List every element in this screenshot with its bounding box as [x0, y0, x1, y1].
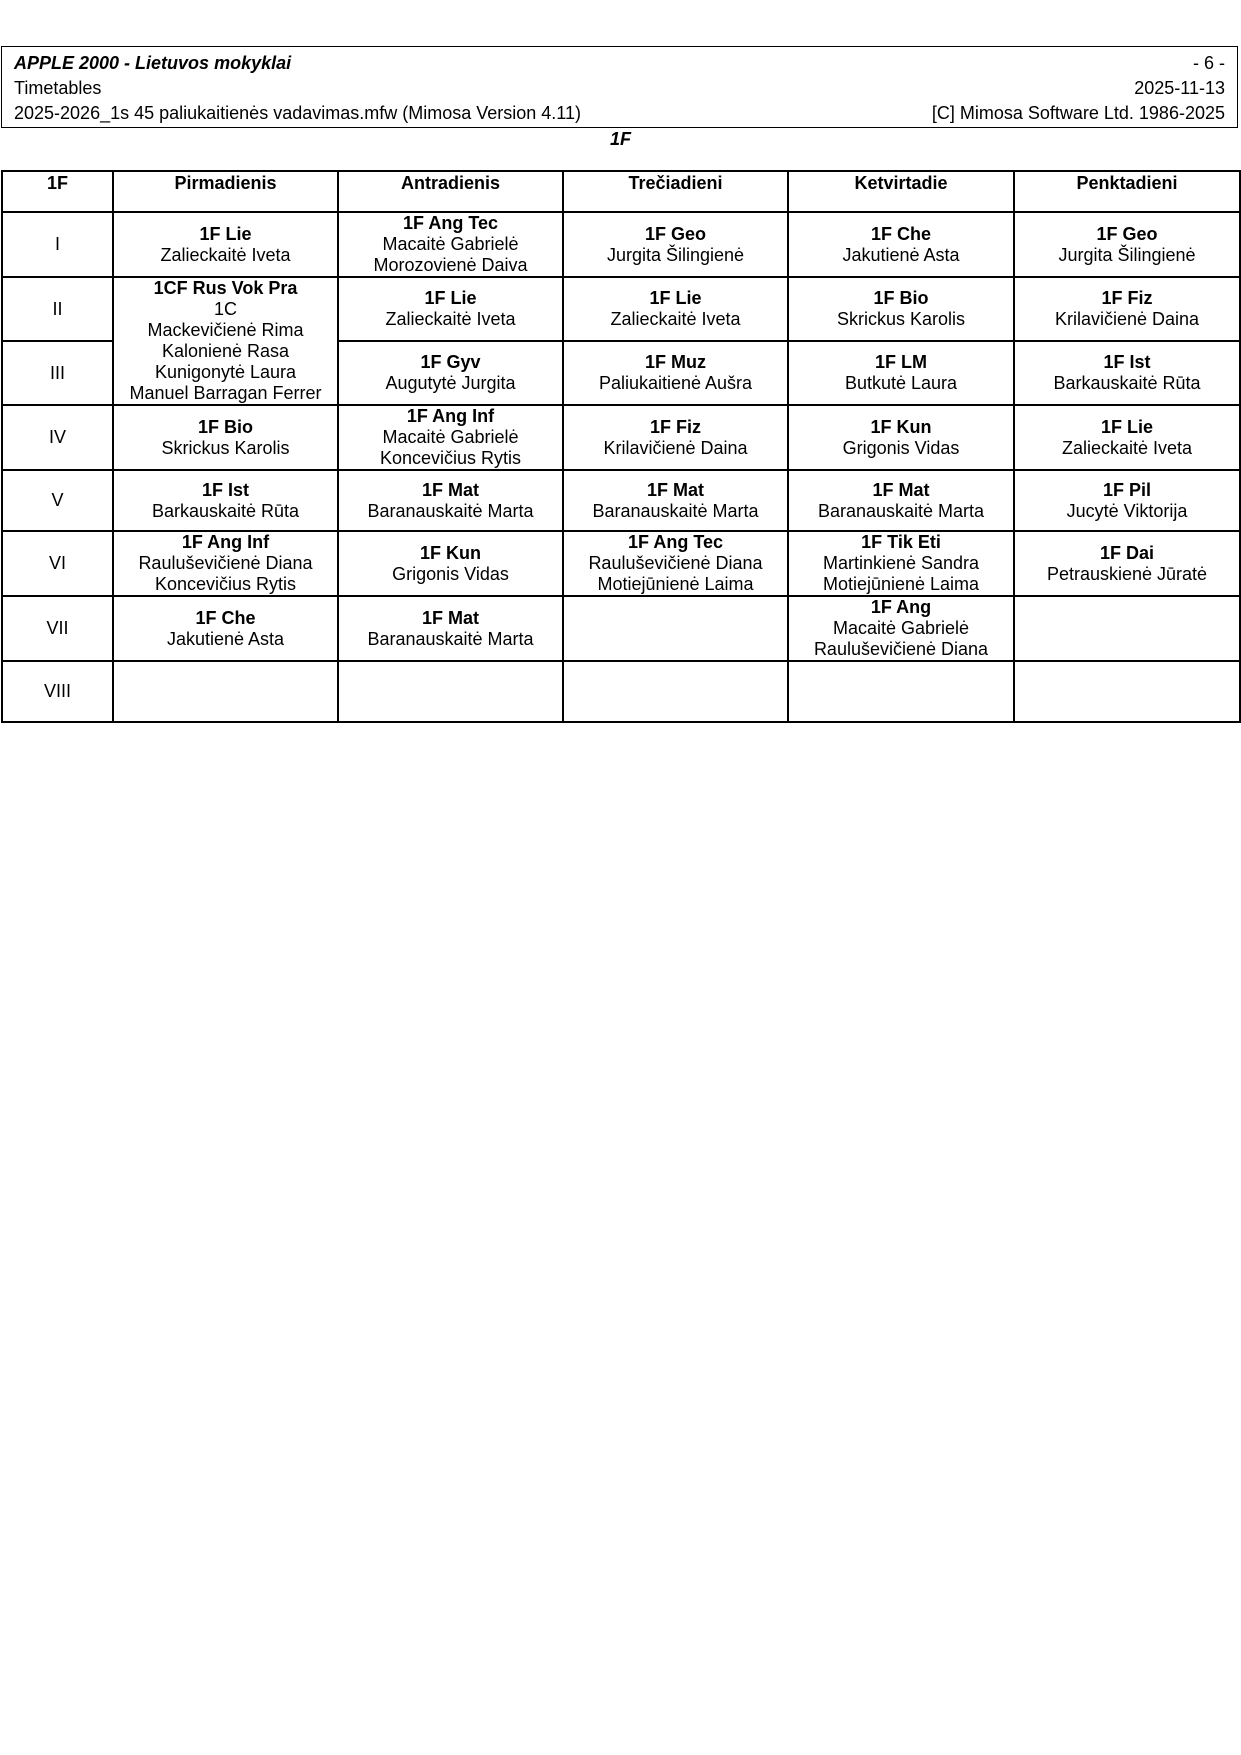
lesson-detail: Koncevičius Rytis	[379, 448, 522, 468]
lesson-detail: Zalieckaitė Iveta	[385, 309, 516, 329]
report-type: Timetables	[14, 78, 102, 98]
lesson-detail: Jurgita Šilingienė	[606, 244, 745, 265]
lesson-detail: Petrauskienė Jūratė	[1046, 563, 1208, 584]
lesson-detail: Skrickus Karolis	[161, 437, 290, 458]
lesson-detail: Jucytė Viktorija	[1066, 500, 1188, 521]
lesson-detail: Koncevičius Rytis	[154, 574, 297, 594]
lesson-cell-wednesday	[563, 212, 788, 277]
lesson-cell-friday	[1014, 470, 1240, 531]
lesson-cell-wednesday	[563, 470, 788, 531]
lesson-subject: 1F Bio	[873, 288, 929, 308]
day-header-wednesday: Trečiadieni	[563, 171, 788, 212]
lesson-subject: 1F Mat	[421, 607, 479, 628]
lesson-detail: Jakutienė Asta	[166, 628, 285, 649]
day-header-friday: Penktadieni	[1014, 171, 1240, 212]
table-row	[2, 531, 1240, 596]
page-number: - 6 -	[1192, 53, 1225, 73]
lesson-detail: Rauluševičienė Diana	[813, 639, 989, 659]
lesson-detail: Rauluševičienė Diana	[588, 553, 763, 573]
lesson-detail: Zalieckaitė Iveta	[160, 244, 291, 265]
lesson-cell-thursday	[788, 470, 1014, 531]
lesson-subject: 1F Che	[870, 223, 931, 244]
period-label: VII	[2, 596, 113, 661]
table-row	[2, 470, 1240, 531]
lesson-subject: 1F Dai	[1099, 542, 1155, 563]
table-row	[2, 596, 1240, 661]
lesson-subject: 1F Ang Inf	[406, 406, 495, 426]
lesson-detail: Grigonis Vidas	[842, 437, 960, 458]
timetable-header-row	[2, 171, 1240, 212]
lesson-detail: Krilavičienė Daina	[1054, 309, 1200, 329]
lesson-detail: Kunigonytė Laura	[154, 362, 297, 382]
class-title: 1F	[609, 129, 631, 149]
table-row	[2, 661, 1240, 722]
lesson-cell-tuesday	[338, 277, 563, 341]
lesson-subject: 1F Fiz	[649, 416, 701, 437]
lesson-detail: 1C	[213, 299, 237, 319]
lesson-subject: 1F Kun	[870, 416, 932, 437]
lesson-detail: Skrickus Karolis	[836, 309, 966, 329]
lesson-cell-monday	[113, 596, 338, 661]
period-label: II	[2, 277, 113, 341]
period-label: III	[2, 341, 113, 405]
lesson-subject: 1F Ang Inf	[181, 532, 270, 552]
lesson-subject: 1F Tik Eti	[861, 532, 941, 552]
lesson-cell-thursday	[788, 596, 1014, 661]
lesson-cell-friday	[1014, 661, 1240, 722]
lesson-detail: Baranauskaitė Marta	[592, 500, 759, 521]
table-row	[2, 212, 1240, 277]
lesson-cell-wednesday	[563, 277, 788, 341]
lesson-cell-wednesday	[563, 405, 788, 470]
lesson-cell-thursday	[788, 661, 1014, 722]
lesson-detail: Martinkienė Sandra	[822, 553, 980, 573]
lesson-cell-tuesday	[338, 405, 563, 470]
lesson-detail: Manuel Barragan Ferrer	[129, 383, 322, 403]
lesson-cell-thursday	[788, 531, 1014, 596]
lesson-cell-monday	[113, 212, 338, 277]
lesson-subject: 1F Mat	[646, 479, 704, 500]
lesson-cell-thursday	[788, 405, 1014, 470]
header-row-2	[14, 76, 1225, 100]
lesson-detail: Butkutė Laura	[844, 373, 958, 393]
lesson-cell-friday	[1014, 531, 1240, 596]
lesson-subject: 1CF Rus Vok Pra	[153, 278, 298, 298]
lesson-cell-tuesday	[338, 341, 563, 405]
copyright: [C] Mimosa Software Ltd. 1986-2025	[931, 103, 1225, 123]
lesson-detail: Macaitė Gabrielė	[832, 618, 970, 638]
lesson-cell-tuesday	[338, 661, 563, 722]
lesson-detail: Motiejūnienė Laima	[597, 574, 754, 594]
lesson-cell-wednesday	[563, 531, 788, 596]
period-label: VI	[2, 531, 113, 596]
period-label: I	[2, 212, 113, 277]
lesson-cell-tuesday	[338, 531, 563, 596]
lesson-cell-tuesday	[338, 596, 563, 661]
lesson-subject: 1F Mat	[421, 479, 479, 500]
lesson-subject: 1F Geo	[644, 223, 706, 244]
lesson-subject: 1F Ang	[870, 597, 932, 617]
period-label: V	[2, 470, 113, 531]
lesson-subject: 1F Ang Tec	[402, 213, 498, 233]
lesson-detail: Barkauskaitė Rūta	[1053, 373, 1201, 393]
lesson-detail: Motiejūnienė Laima	[822, 574, 980, 594]
lesson-cell-monday	[113, 277, 338, 405]
day-header-tuesday: Antradienis	[338, 171, 563, 212]
lesson-detail: Macaitė Gabrielė	[382, 234, 519, 254]
lesson-detail: Kalonienė Rasa	[161, 341, 290, 361]
lesson-detail: Grigonis Vidas	[392, 563, 509, 584]
app-title: APPLE 2000 - Lietuvos mokyklai	[14, 53, 292, 73]
lesson-subject: 1F Ang Tec	[627, 532, 723, 552]
timetable	[1, 170, 1241, 723]
lesson-detail: Morozovienė Daiva	[373, 255, 528, 275]
lesson-detail: Mackevičienė Rima	[147, 320, 304, 340]
lesson-subject: 1F Fiz	[1101, 288, 1153, 308]
lesson-cell-monday	[113, 470, 338, 531]
header-row-1	[14, 51, 1225, 75]
lesson-detail: Jurgita Šilingienė	[1058, 244, 1196, 265]
lesson-subject: 1F Bio	[197, 416, 253, 437]
lesson-cell-tuesday	[338, 212, 563, 277]
report-date: 2025-11-13	[1134, 78, 1225, 98]
lesson-detail: Paliukaitienė Aušra	[598, 373, 753, 393]
lesson-subject: 1F Lie	[1100, 416, 1153, 437]
lesson-cell-wednesday	[563, 341, 788, 405]
lesson-subject: 1F Che	[195, 607, 256, 628]
lesson-cell-monday	[113, 531, 338, 596]
lesson-detail: Barkauskaitė Rūta	[151, 500, 300, 521]
lesson-subject: 1F Ist	[201, 479, 249, 500]
lesson-detail: Zalieckaitė Iveta	[1061, 437, 1193, 458]
lesson-subject: 1F Pil	[1102, 479, 1151, 500]
lesson-subject: 1F Ist	[1103, 352, 1151, 372]
lesson-subject: 1F Lie	[424, 288, 477, 308]
lesson-cell-monday	[113, 661, 338, 722]
lesson-cell-friday	[1014, 277, 1240, 341]
report-header	[1, 46, 1238, 128]
lesson-detail: Rauluševičienė Diana	[138, 553, 313, 573]
table-row	[2, 277, 1240, 341]
lesson-cell-thursday	[788, 341, 1014, 405]
lesson-cell-friday	[1014, 212, 1240, 277]
lesson-detail: Krilavičienė Daina	[603, 437, 748, 458]
lesson-detail: Baranauskaitė Marta	[367, 500, 534, 521]
period-label: IV	[2, 405, 113, 470]
lesson-subject: 1F Lie	[649, 288, 702, 308]
header-row-3	[14, 101, 1225, 125]
lesson-cell-thursday	[788, 277, 1014, 341]
timetable-body	[2, 212, 1240, 722]
lesson-subject: 1F LM	[875, 352, 927, 372]
file-info: 2025-2026_1s 45 paliukaitienės vadavimas.mfw (Mimosa Version 4.11)	[14, 103, 581, 123]
lesson-subject: 1F Geo	[1096, 223, 1158, 244]
lesson-subject: 1F Muz	[645, 352, 706, 372]
lesson-subject: 1F Gyv	[420, 352, 481, 372]
lesson-subject: 1F Mat	[872, 479, 930, 500]
day-header-thursday: Ketvirtadie	[788, 171, 1014, 212]
lesson-cell-tuesday	[338, 470, 563, 531]
lesson-subject: 1F Lie	[199, 223, 252, 244]
lesson-detail: Baranauskaitė Marta	[817, 500, 985, 521]
corner-class-label: 1F	[2, 171, 113, 212]
lesson-cell-thursday	[788, 212, 1014, 277]
lesson-cell-wednesday	[563, 661, 788, 722]
lesson-subject: 1F Kun	[420, 542, 481, 563]
lesson-detail: Baranauskaitė Marta	[367, 628, 534, 649]
lesson-cell-friday	[1014, 341, 1240, 405]
lesson-detail: Macaitė Gabrielė	[382, 427, 519, 447]
lesson-cell-monday	[113, 405, 338, 470]
day-header-monday: Pirmadienis	[113, 171, 338, 212]
lesson-cell-friday	[1014, 405, 1240, 470]
period-label: VIII	[2, 661, 113, 722]
lesson-detail: Zalieckaitė Iveta	[610, 309, 741, 329]
lesson-cell-friday	[1014, 596, 1240, 661]
lesson-cell-wednesday	[563, 596, 788, 661]
lesson-detail: Jakutienė Asta	[842, 244, 960, 265]
table-row	[2, 405, 1240, 470]
lesson-detail: Augutytė Jurgita	[385, 373, 516, 393]
